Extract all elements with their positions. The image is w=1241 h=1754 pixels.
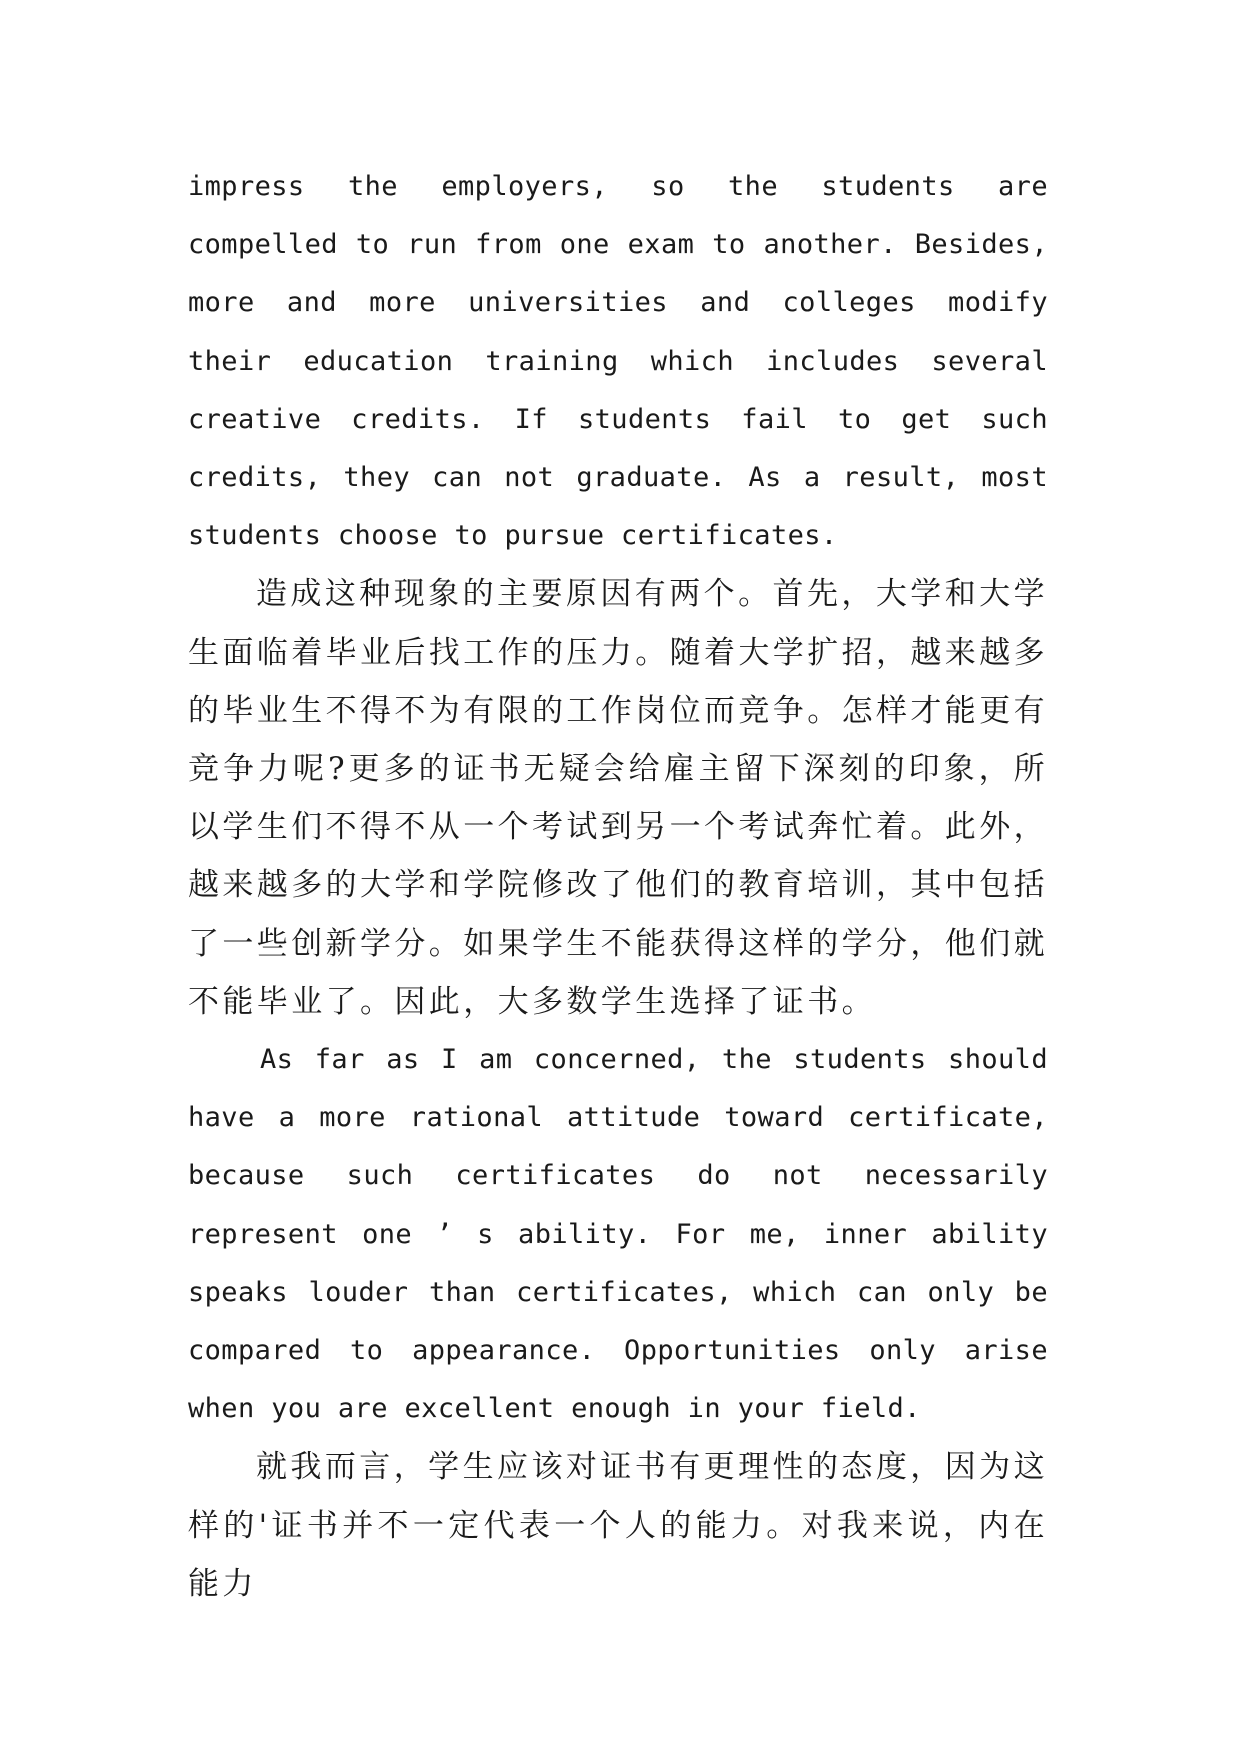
paragraph-chinese-2: 就我而言，学生应该对证书有更理性的态度，因为这样的'证书并不一定代表一个人的能力。对我来说，内在能力: [188, 1449, 1048, 1602]
paragraph-english-1: impress the employers, so the students are compelled to run from one exam to another. Besides, more and more universities and colleges modify their education training which includes several creative credits. If students fail to get such credits, they can not graduate. As a result, most students choose to pursue certificates.: [188, 171, 1048, 552]
paragraph-chinese-1: 造成这种现象的主要原因有两个。首先，大学和大学生面临着毕业后找工作的压力。随着大学扩招，越来越多的毕业生不得不为有限的工作岗位而竞争。怎样才能更有竞争力呢?更多的证书无疑会给雇主留下深刻的印象，所以学生们不得不从一个考试到另一个考试奔忙着。此外，越来越多的大学和学院修改了他们的教育培训，其中包括了一些创新学分。如果学生不能获得这样的学分，他们就不能毕业了。因此，大多数学生选择了证书。: [188, 576, 1048, 1020]
paragraph-english-2: As far as I am concerned, the students should have a more rational attitude toward certificate, because such certificates do not necessarily represent one ’ s ability. For me, inner ability speaks louder than certificates, which can only be compared to appearance. Opportunities only arise when you are excellent enough in your field.: [188, 1044, 1048, 1425]
document-body: [188, 158, 1048, 1613]
